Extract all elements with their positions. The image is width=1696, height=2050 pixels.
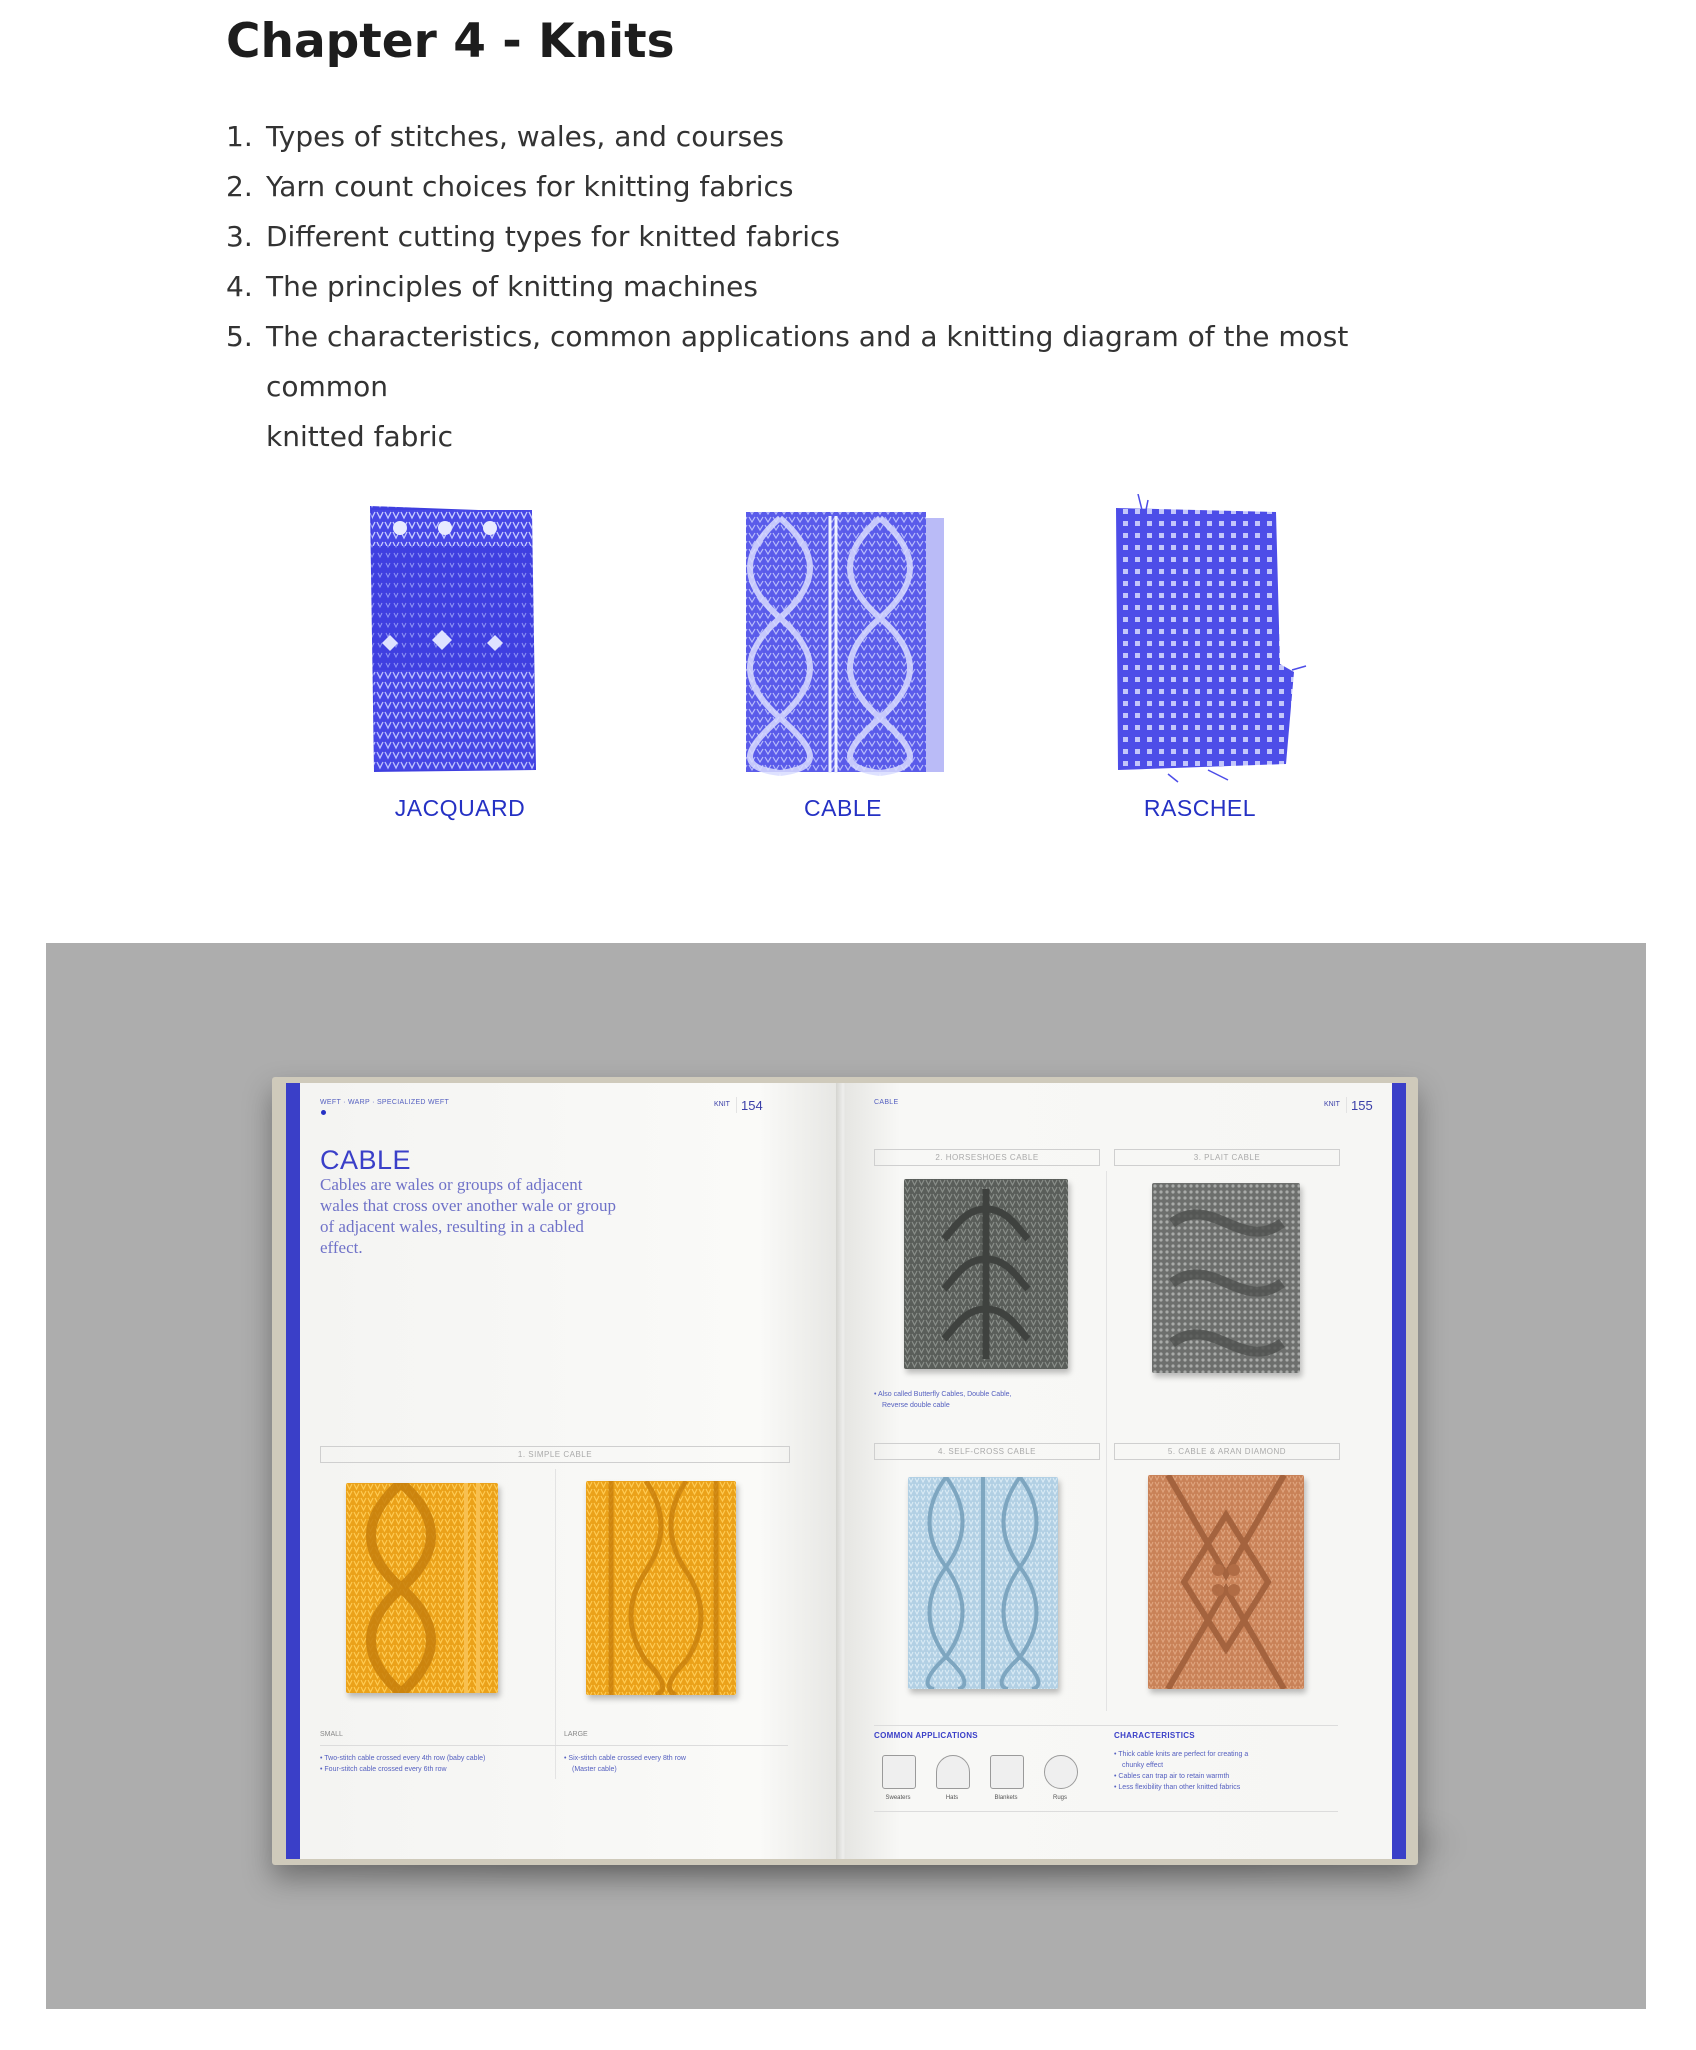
characteristics-list xyxy=(1114,1749,1248,1793)
bullet-item: chunky effect xyxy=(1122,1762,1164,1769)
bullet-item: • Two-stitch cable crossed every 4th row (baby cable) xyxy=(320,1755,486,1762)
topic-item xyxy=(226,262,1426,312)
swatch-label-cable: CABLE xyxy=(804,795,882,821)
topic-item xyxy=(226,212,1426,262)
application-label: Hats xyxy=(945,1795,959,1801)
breadcrumb: WEFT · WARP · SPECIALIZED WEFT xyxy=(320,1099,450,1106)
hat-icon xyxy=(936,1755,970,1789)
topic-item xyxy=(226,312,1426,462)
bullet-item: • Also called Butterfly Cables, Double Cable, xyxy=(874,1391,1012,1398)
book-definition: Cables are wales or groups of adjacent wales that cross over another wale or group of adjacent wales, resulting in a cabled effect. xyxy=(320,1175,616,1257)
topic-number: 3. xyxy=(226,220,253,253)
yellow-cable-sample-b xyxy=(586,1481,736,1695)
topic-text: Different cutting types for knitted fabrics xyxy=(266,220,840,253)
topic-text-continued: knitted fabric xyxy=(266,420,454,453)
simple-cable-bullets-large xyxy=(564,1753,686,1775)
caption-plait-cable: 3. PLAIT CABLE xyxy=(1114,1149,1340,1166)
topic-number: 4. xyxy=(226,270,253,303)
simple-cable-bullets-small xyxy=(320,1753,485,1775)
applications-heading: COMMON APPLICATIONS xyxy=(874,1731,978,1740)
caption-self-cross-cable: 4. SELF-CROSS CABLE xyxy=(874,1443,1100,1460)
bullet-item: (Master cable) xyxy=(572,1766,617,1773)
chapter-title: Chapter 4 - Knits xyxy=(226,14,675,69)
topic-item xyxy=(226,112,1426,162)
light-blue-cable-sample xyxy=(908,1477,1058,1689)
bullets-rule xyxy=(320,1745,788,1746)
chapter-topic-list xyxy=(226,112,1426,462)
column-divider xyxy=(555,1469,556,1779)
caption-aran-diamond: 5. CABLE & ARAN DIAMOND xyxy=(1114,1443,1340,1460)
topic-number: 5. xyxy=(226,320,253,353)
book-left-page xyxy=(300,1083,840,1859)
caption-horseshoes-cable: 2. HORSESHOES CABLE xyxy=(874,1149,1100,1166)
characteristics-heading: CHARACTERISTICS xyxy=(1114,1731,1195,1740)
topic-text: The characteristics, common applications and a knitting diagram of the most common xyxy=(266,320,1349,403)
yellow-cable-sample-a xyxy=(346,1483,498,1693)
sweater-icon xyxy=(882,1755,916,1789)
application-label: Rugs xyxy=(1052,1795,1067,1801)
bullet-item: • Thick cable knits are perfect for creating a xyxy=(1114,1751,1249,1758)
topic-number: 1. xyxy=(226,120,253,153)
bullet-item: • Four-stitch cable crossed every 6th row xyxy=(320,1766,447,1773)
terracotta-aran-sample xyxy=(1148,1475,1304,1689)
blanket-icon xyxy=(990,1755,1024,1789)
cover-edge-right xyxy=(1392,1083,1406,1859)
column-label-small: SMALL xyxy=(320,1731,343,1738)
jacquard-swatch-image xyxy=(360,500,540,780)
page-number-right: 155 xyxy=(1351,1098,1373,1113)
topic-text: The principles of knitting machines xyxy=(266,270,758,303)
page-number-divider xyxy=(1346,1097,1347,1113)
book-heading: CABLE xyxy=(320,1145,412,1175)
swatch-label-jacquard: JACQUARD xyxy=(394,795,526,821)
horseshoe-note xyxy=(874,1389,1011,1411)
book-right-page xyxy=(846,1083,1392,1859)
rug-icon xyxy=(1044,1755,1078,1789)
bottom-rule xyxy=(874,1811,1338,1812)
topic-text: Yarn count choices for knitting fabrics xyxy=(266,170,794,203)
knit-tag-right: KNIT xyxy=(1324,1101,1340,1108)
knit-tag-left: KNIT xyxy=(714,1101,730,1108)
book-photo xyxy=(46,943,1646,2009)
bullet-item: Reverse double cable xyxy=(882,1402,950,1409)
bullet-item: • Six-stitch cable crossed every 8th row xyxy=(564,1755,686,1762)
raschel-swatch-image xyxy=(1108,494,1308,784)
column-label-large: LARGE xyxy=(564,1731,588,1738)
column-divider xyxy=(1106,1171,1107,1711)
grey-plait-sample xyxy=(1152,1183,1300,1373)
swatch-label-raschel: RASCHEL xyxy=(1143,795,1257,821)
bullet-item: • Less flexibility than other knitted fabrics xyxy=(1114,1784,1241,1791)
grey-horseshoe-sample xyxy=(904,1179,1068,1369)
page-number-divider xyxy=(736,1097,737,1113)
caption-simple-cable: 1. SIMPLE CABLE xyxy=(320,1446,790,1463)
cable-swatch-image xyxy=(740,508,950,778)
topic-text: Types of stitches, wales, and courses xyxy=(266,120,784,153)
cover-edge-left xyxy=(286,1083,300,1859)
bullet-item: • Cables can trap air to retain warmth xyxy=(1114,1773,1230,1780)
page-number-left: 154 xyxy=(741,1098,763,1113)
application-label: Sweaters xyxy=(885,1795,911,1801)
topic-number: 2. xyxy=(226,170,253,203)
applications-rule xyxy=(874,1725,1338,1726)
section-tag: CABLE xyxy=(874,1099,899,1106)
application-label: Blankets xyxy=(994,1795,1018,1801)
topic-item xyxy=(226,162,1426,212)
breadcrumb-dot xyxy=(321,1110,326,1115)
